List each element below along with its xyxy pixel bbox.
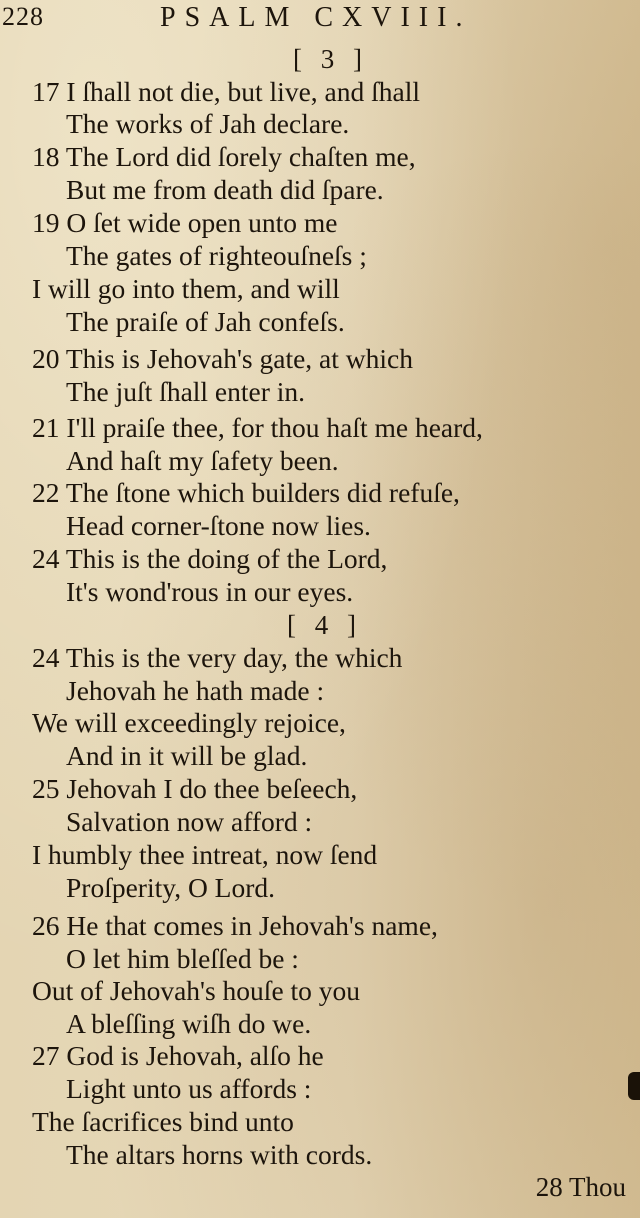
verse-line: 22 The ſtone which builders did refuſe, [32, 477, 460, 508]
running-head: PSALM CXVIII. [160, 2, 472, 33]
verse-line: The praiſe of Jah confeſs. [66, 306, 345, 337]
stanza-number: [ 3 ] [293, 44, 368, 74]
stanza-number: [ 4 ] [287, 610, 362, 640]
verse-line: A bleſſing wiſh do we. [66, 1008, 312, 1039]
verse-line: I will go into them, and will [32, 273, 340, 304]
verse-line: We will exceedingly rejoice, [32, 707, 346, 738]
verse-line: 17 I ſhall not die, but live, and ſhall [32, 76, 420, 107]
verse-line: The altars horns with cords. [66, 1139, 373, 1170]
page-number: 228 [2, 2, 44, 31]
verse-line: 19 O ſet wide open unto me [32, 207, 338, 238]
verse-line: Proſperity, O Lord. [66, 872, 276, 903]
verse-line: It's wond'rous in our eyes. [66, 576, 354, 607]
verse-line: 27 God is Jehovah, alſo he [32, 1040, 324, 1071]
verse-line: Jehovah he hath made : [66, 675, 325, 706]
catchword: 28 Thou [535, 1172, 626, 1202]
verse-line: The gates of righteouſneſs ; [66, 240, 367, 271]
verse-line: The ſacrifices bind unto [32, 1106, 294, 1137]
verse-line: The works of Jah declare. [66, 108, 350, 139]
verse-line: 21 I'll praiſe thee, for thou haſt me heard, [32, 412, 483, 443]
verse-line: And haſt my ſafety been. [66, 445, 339, 476]
verse-line: 26 He that comes in Jehovah's name, [32, 910, 438, 941]
verse-line: 24 This is the doing of the Lord, [32, 543, 388, 574]
ink-blot [628, 1072, 640, 1100]
page-header [0, 2, 640, 42]
verse-line: O let him bleſſed be : [66, 943, 299, 974]
verse-line: The juſt ſhall enter in. [66, 376, 306, 407]
verse-line: But me from death did ſpare. [66, 174, 384, 205]
verse-line: I humbly thee intreat, now ſend [32, 839, 378, 870]
verse-line: 25 Jehovah I do thee beſeech, [32, 773, 358, 804]
verse-line: Salvation now afford : [66, 806, 313, 837]
verse-line: 18 The Lord did ſorely chaſten me, [32, 141, 416, 172]
verse-line: Head corner-ſtone now lies. [66, 510, 371, 541]
verse-line: Out of Jehovah's houſe to you [32, 975, 361, 1006]
verse-line: And in it will be glad. [66, 740, 308, 771]
verse-line: 20 This is Jehovah's gate, at which [32, 343, 413, 374]
verse-line: Light unto us affords : [66, 1073, 312, 1104]
verse-line: 24 This is the very day, the which [32, 642, 403, 673]
